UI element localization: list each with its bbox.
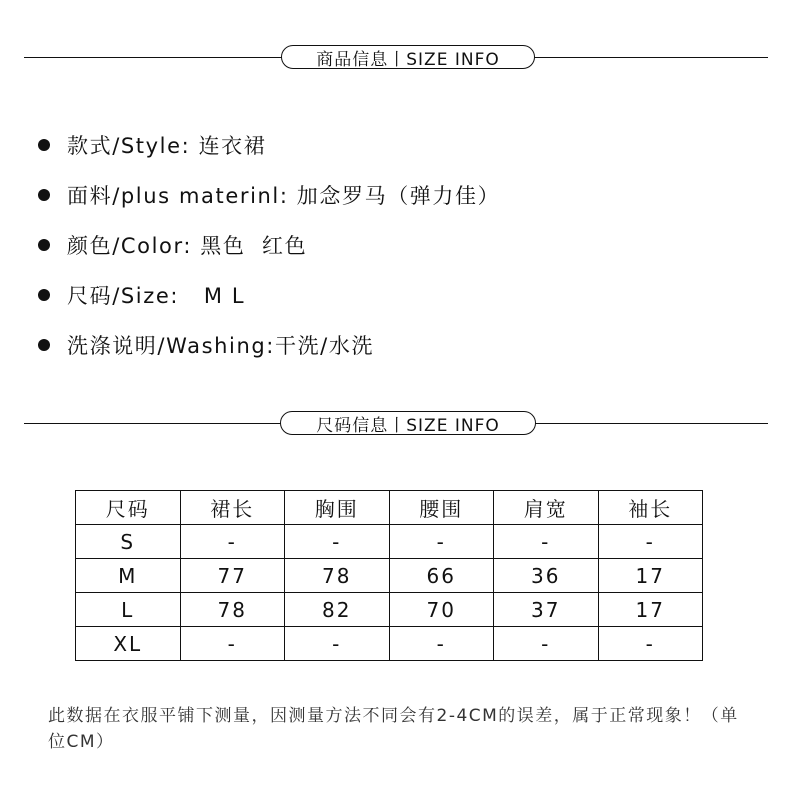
table-cell: - (494, 525, 599, 559)
column-header: 裙长 (180, 491, 285, 525)
table-cell: - (389, 525, 494, 559)
size-info-title: 尺码信息丨SIZE INFO (280, 411, 536, 435)
size-info-header (24, 411, 768, 437)
table-row (76, 559, 703, 593)
spec-text: 洗涤说明/Washing:干洗/水洗 (67, 334, 375, 358)
size-table (75, 490, 703, 661)
spec-item-color (38, 220, 758, 270)
table-cell: 17 (598, 559, 703, 593)
product-info-header (24, 45, 768, 71)
table-cell: - (285, 525, 390, 559)
spec-item-washing (38, 320, 758, 370)
table-cell: 78 (285, 559, 390, 593)
spec-text: 款式/Style: 连衣裙 (67, 134, 267, 158)
column-header: 腰围 (389, 491, 494, 525)
spec-item-style (38, 120, 758, 170)
spec-text: 颜色/Color: 黑色 红色 (67, 234, 308, 258)
spec-item-size (38, 270, 758, 320)
table-cell: 36 (494, 559, 599, 593)
table-row (76, 627, 703, 661)
table-cell: XL (76, 627, 181, 661)
table-cell: - (180, 525, 285, 559)
column-header: 胸围 (285, 491, 390, 525)
bullet-icon (38, 139, 50, 151)
bullet-icon (38, 189, 50, 201)
table-cell: S (76, 525, 181, 559)
spec-item-material (38, 170, 758, 220)
table-row (76, 593, 703, 627)
bullet-icon (38, 289, 50, 301)
table-cell: 78 (180, 593, 285, 627)
spec-text: 尺码/Size: M L (67, 284, 246, 308)
table-cell: - (389, 627, 494, 661)
column-header: 尺码 (76, 491, 181, 525)
table-cell: - (285, 627, 390, 661)
table-header-row (76, 491, 703, 525)
product-info-title: 商品信息丨SIZE INFO (281, 45, 535, 69)
measurement-note: 此数据在衣服平铺下测量，因测量方法不同会有2-4CM的误差，属于正常现象！（单位CM） (48, 706, 739, 752)
spec-list (38, 120, 758, 370)
table-cell: 66 (389, 559, 494, 593)
table-cell: 17 (598, 593, 703, 627)
table-cell: 70 (389, 593, 494, 627)
bullet-icon (38, 239, 50, 251)
column-header: 肩宽 (494, 491, 599, 525)
table-cell: 82 (285, 593, 390, 627)
spec-text: 面料/plus materinl: 加念罗马（弹力佳） (67, 184, 501, 208)
table-cell: M (76, 559, 181, 593)
table-cell: - (180, 627, 285, 661)
table-cell: 77 (180, 559, 285, 593)
table-cell: - (494, 627, 599, 661)
bullet-icon (38, 339, 50, 351)
table-cell: - (598, 627, 703, 661)
table-row (76, 525, 703, 559)
table-cell: L (76, 593, 181, 627)
column-header: 袖长 (598, 491, 703, 525)
table-cell: 37 (494, 593, 599, 627)
table-cell: - (598, 525, 703, 559)
